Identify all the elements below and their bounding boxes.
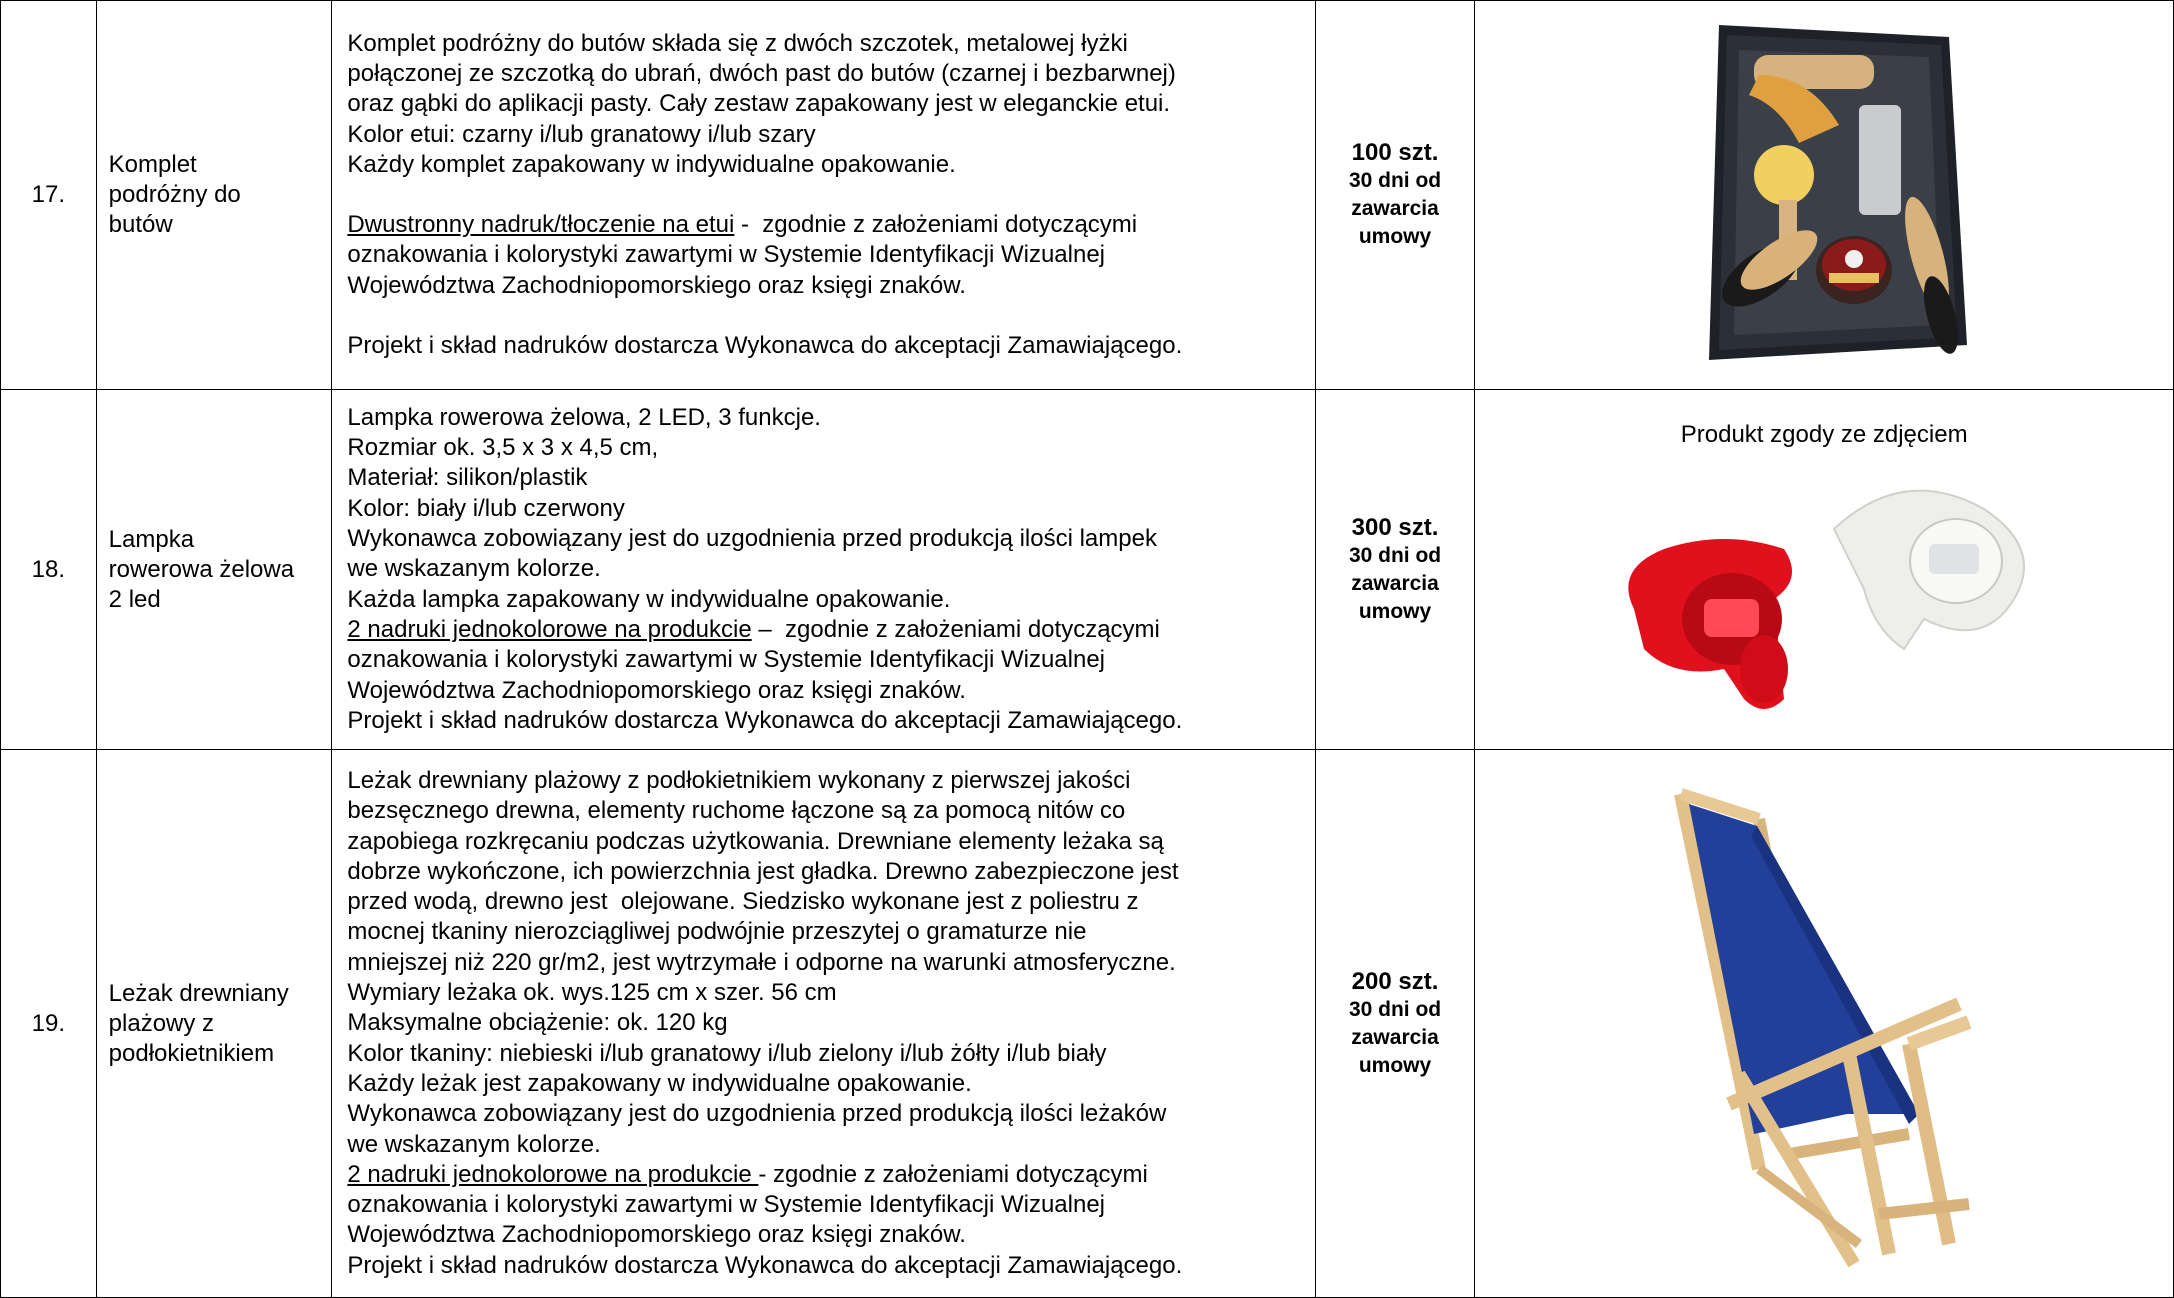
description-line: oraz gąbki do aplikacji pasty. Cały zestaw zapakowany jest w eleganckie etui. — [347, 90, 1171, 118]
print-requirement-text: - zgodnie z założeniami dotyczącymi — [734, 211, 1138, 239]
deck-chair-photo — [1659, 774, 1989, 1274]
description-line: Kolor etui: czarny i/lub granatowy i/lub szary — [347, 120, 816, 148]
product-name-line: Komplet — [108, 151, 197, 178]
description-line: Materiał: silikon/plastik — [347, 464, 588, 492]
product-name — [96, 750, 332, 1298]
quantity-value: 200 szt. — [1351, 967, 1439, 995]
delivery-term: zawarcia — [1351, 571, 1439, 595]
description-line: Województwa Zachodniopomorskiego oraz księgi znaków. — [347, 271, 966, 299]
table-row — [1, 750, 2174, 1298]
description-line: oznakowania i kolorystyki zawartymi w Systemie Identyfikacji Wizualnej — [347, 1191, 1105, 1219]
row-number: 19. — [1, 750, 97, 1298]
delivery-term: zawarcia — [1351, 1025, 1439, 1049]
description-line: Komplet podróżny do butów składa się z dwóch szczotek, metalowej łyżki — [347, 29, 1128, 57]
print-requirement-underlined: Dwustronny nadruk/tłoczenie na etui — [347, 211, 735, 239]
product-description — [332, 1, 1315, 390]
description-line: Województwa Zachodniopomorskiego oraz księgi znaków. — [347, 1221, 966, 1249]
product-name — [96, 1, 332, 390]
description-line: Wykonawca zobowiązany jest do uzgodnienia przed produkcją ilości lampek — [347, 525, 1157, 553]
delivery-term: 30 dni od — [1348, 997, 1442, 1021]
print-requirement-underlined: 2 nadruki jednokolorowe na produkcie — [347, 1160, 759, 1188]
product-name-line: Lampka — [108, 525, 195, 553]
delivery-term: zawarcia — [1351, 197, 1439, 220]
product-name-line: plażowy z — [108, 1009, 215, 1037]
delivery-term: umowy — [1358, 599, 1432, 623]
row-number: 17. — [1, 1, 97, 390]
product-name-line: rowerowa żelowa — [108, 555, 295, 583]
product-description — [332, 750, 1315, 1298]
description-line: bezsęcznego drewna, elementy ruchome łączone są za pomocą nitów co — [347, 797, 1126, 825]
description-line: dobrze wykończone, ich powierzchnia jest gładka. Drewno zabezpieczone jest — [347, 857, 1179, 885]
description-line: połączonej ze szczotką do ubrań, dwóch past do butów (czarnej i bezbarwnej) — [347, 59, 1176, 87]
description-line: Każdy komplet zapakowany w indywidualne opakowanie. — [347, 150, 956, 178]
description-line: we wskazanym kolorze. — [347, 555, 601, 583]
product-name-line: Leżak drewniany — [108, 979, 289, 1007]
delivery-term: 30 dni od — [1348, 543, 1442, 567]
delivery-term: umowy — [1358, 225, 1432, 248]
quantity-value: 300 szt. — [1351, 513, 1439, 541]
shoe-care-kit-photo — [1679, 15, 1969, 375]
delivery-term: 30 dni od — [1348, 169, 1442, 192]
image-caption: Produkt zgody ze zdjęciem — [1680, 420, 1968, 448]
print-requirement-underlined: 2 nadruki jednokolorowe na produkcie — [347, 615, 752, 643]
description-line: Maksymalne obciążenie: ok. 120 kg — [347, 1009, 728, 1037]
description-line: Każda lampka zapakowany w indywidualne opakowanie. — [347, 585, 951, 613]
quantity-cell — [1315, 390, 1475, 750]
description-line: Wymiary leżaka ok. wys.125 cm x szer. 56 cm — [347, 979, 837, 1007]
product-image-cell — [1475, 1, 2174, 390]
project-note: Projekt i skład nadruków dostarcza Wykonawca do akceptacji Zamawiającego. — [347, 706, 1183, 734]
print-requirement-text: - zgodnie z założeniami dotyczącymi — [758, 1160, 1148, 1188]
project-note: Projekt i skład nadruków dostarcza Wykonawca do akceptacji Zamawiającego. — [347, 332, 1183, 360]
row-number: 18. — [1, 390, 97, 750]
product-name-line: podłokietnikiem — [108, 1039, 275, 1067]
product-name-line: podróżny do — [108, 181, 241, 208]
quantity-cell — [1315, 1, 1475, 390]
description-line: mocnej tkaniny nierozciągliwej podwójnie przeszytej o gramaturze nie — [347, 918, 1087, 946]
product-name-line: 2 led — [108, 585, 161, 613]
project-note: Projekt i skład nadruków dostarcza Wykonawca do akceptacji Zamawiającego. — [347, 1251, 1183, 1279]
bike-lights-photo — [1604, 469, 2044, 719]
description-line: Województwa Zachodniopomorskiego oraz księgi znaków. — [347, 676, 966, 704]
description-line: zapobiega rozkręcaniu podczas użytkowania. Drewniane elementy leżaka są — [347, 827, 1164, 855]
description-line: Kolor: biały i/lub czerwony — [347, 494, 625, 522]
description-line: Leżak drewniany plażowy z podłokietnikiem wykonany z pierwszej jakości — [347, 766, 1131, 794]
product-name-line: butów — [108, 211, 173, 238]
description-line: Każdy leżak jest zapakowany w indywidualne opakowanie. — [347, 1069, 972, 1097]
quantity-value: 100 szt. — [1351, 139, 1439, 166]
description-line: we wskazanym kolorze. — [347, 1130, 601, 1158]
table-row — [1, 1, 2174, 390]
description-line: Wykonawca zobowiązany jest do uzgodnienia przed produkcją ilości leżaków — [347, 1100, 1167, 1128]
product-description — [332, 390, 1315, 750]
product-image-cell — [1475, 390, 2174, 750]
print-requirement-text: – zgodnie z założeniami dotyczącymi — [751, 615, 1160, 643]
description-line: Lampka rowerowa żelowa, 2 LED, 3 funkcje. — [347, 403, 821, 431]
product-image-cell — [1475, 750, 2174, 1298]
product-name — [96, 390, 332, 750]
description-line: przed wodą, drewno jest olejowane. Siedzisko wykonane jest z poliestru z — [347, 888, 1139, 916]
delivery-term: umowy — [1358, 1053, 1432, 1077]
quantity-cell — [1315, 750, 1475, 1298]
description-line: oznakowania i kolorystyki zawartymi w Systemie Identyfikacji Wizualnej — [347, 241, 1105, 269]
description-line: mniejszej niż 220 gr/m2, jest wytrzymałe i odporne na warunki atmosferyczne. — [347, 948, 1176, 976]
description-line: oznakowania i kolorystyki zawartymi w Systemie Identyfikacji Wizualnej — [347, 646, 1105, 674]
description-line: Kolor tkaniny: niebieski i/lub granatowy i/lub zielony i/lub żółty i/lub biały — [347, 1039, 1107, 1067]
table-row — [1, 390, 2174, 750]
description-line: Rozmiar ok. 3,5 x 3 x 4,5 cm, — [347, 434, 659, 462]
